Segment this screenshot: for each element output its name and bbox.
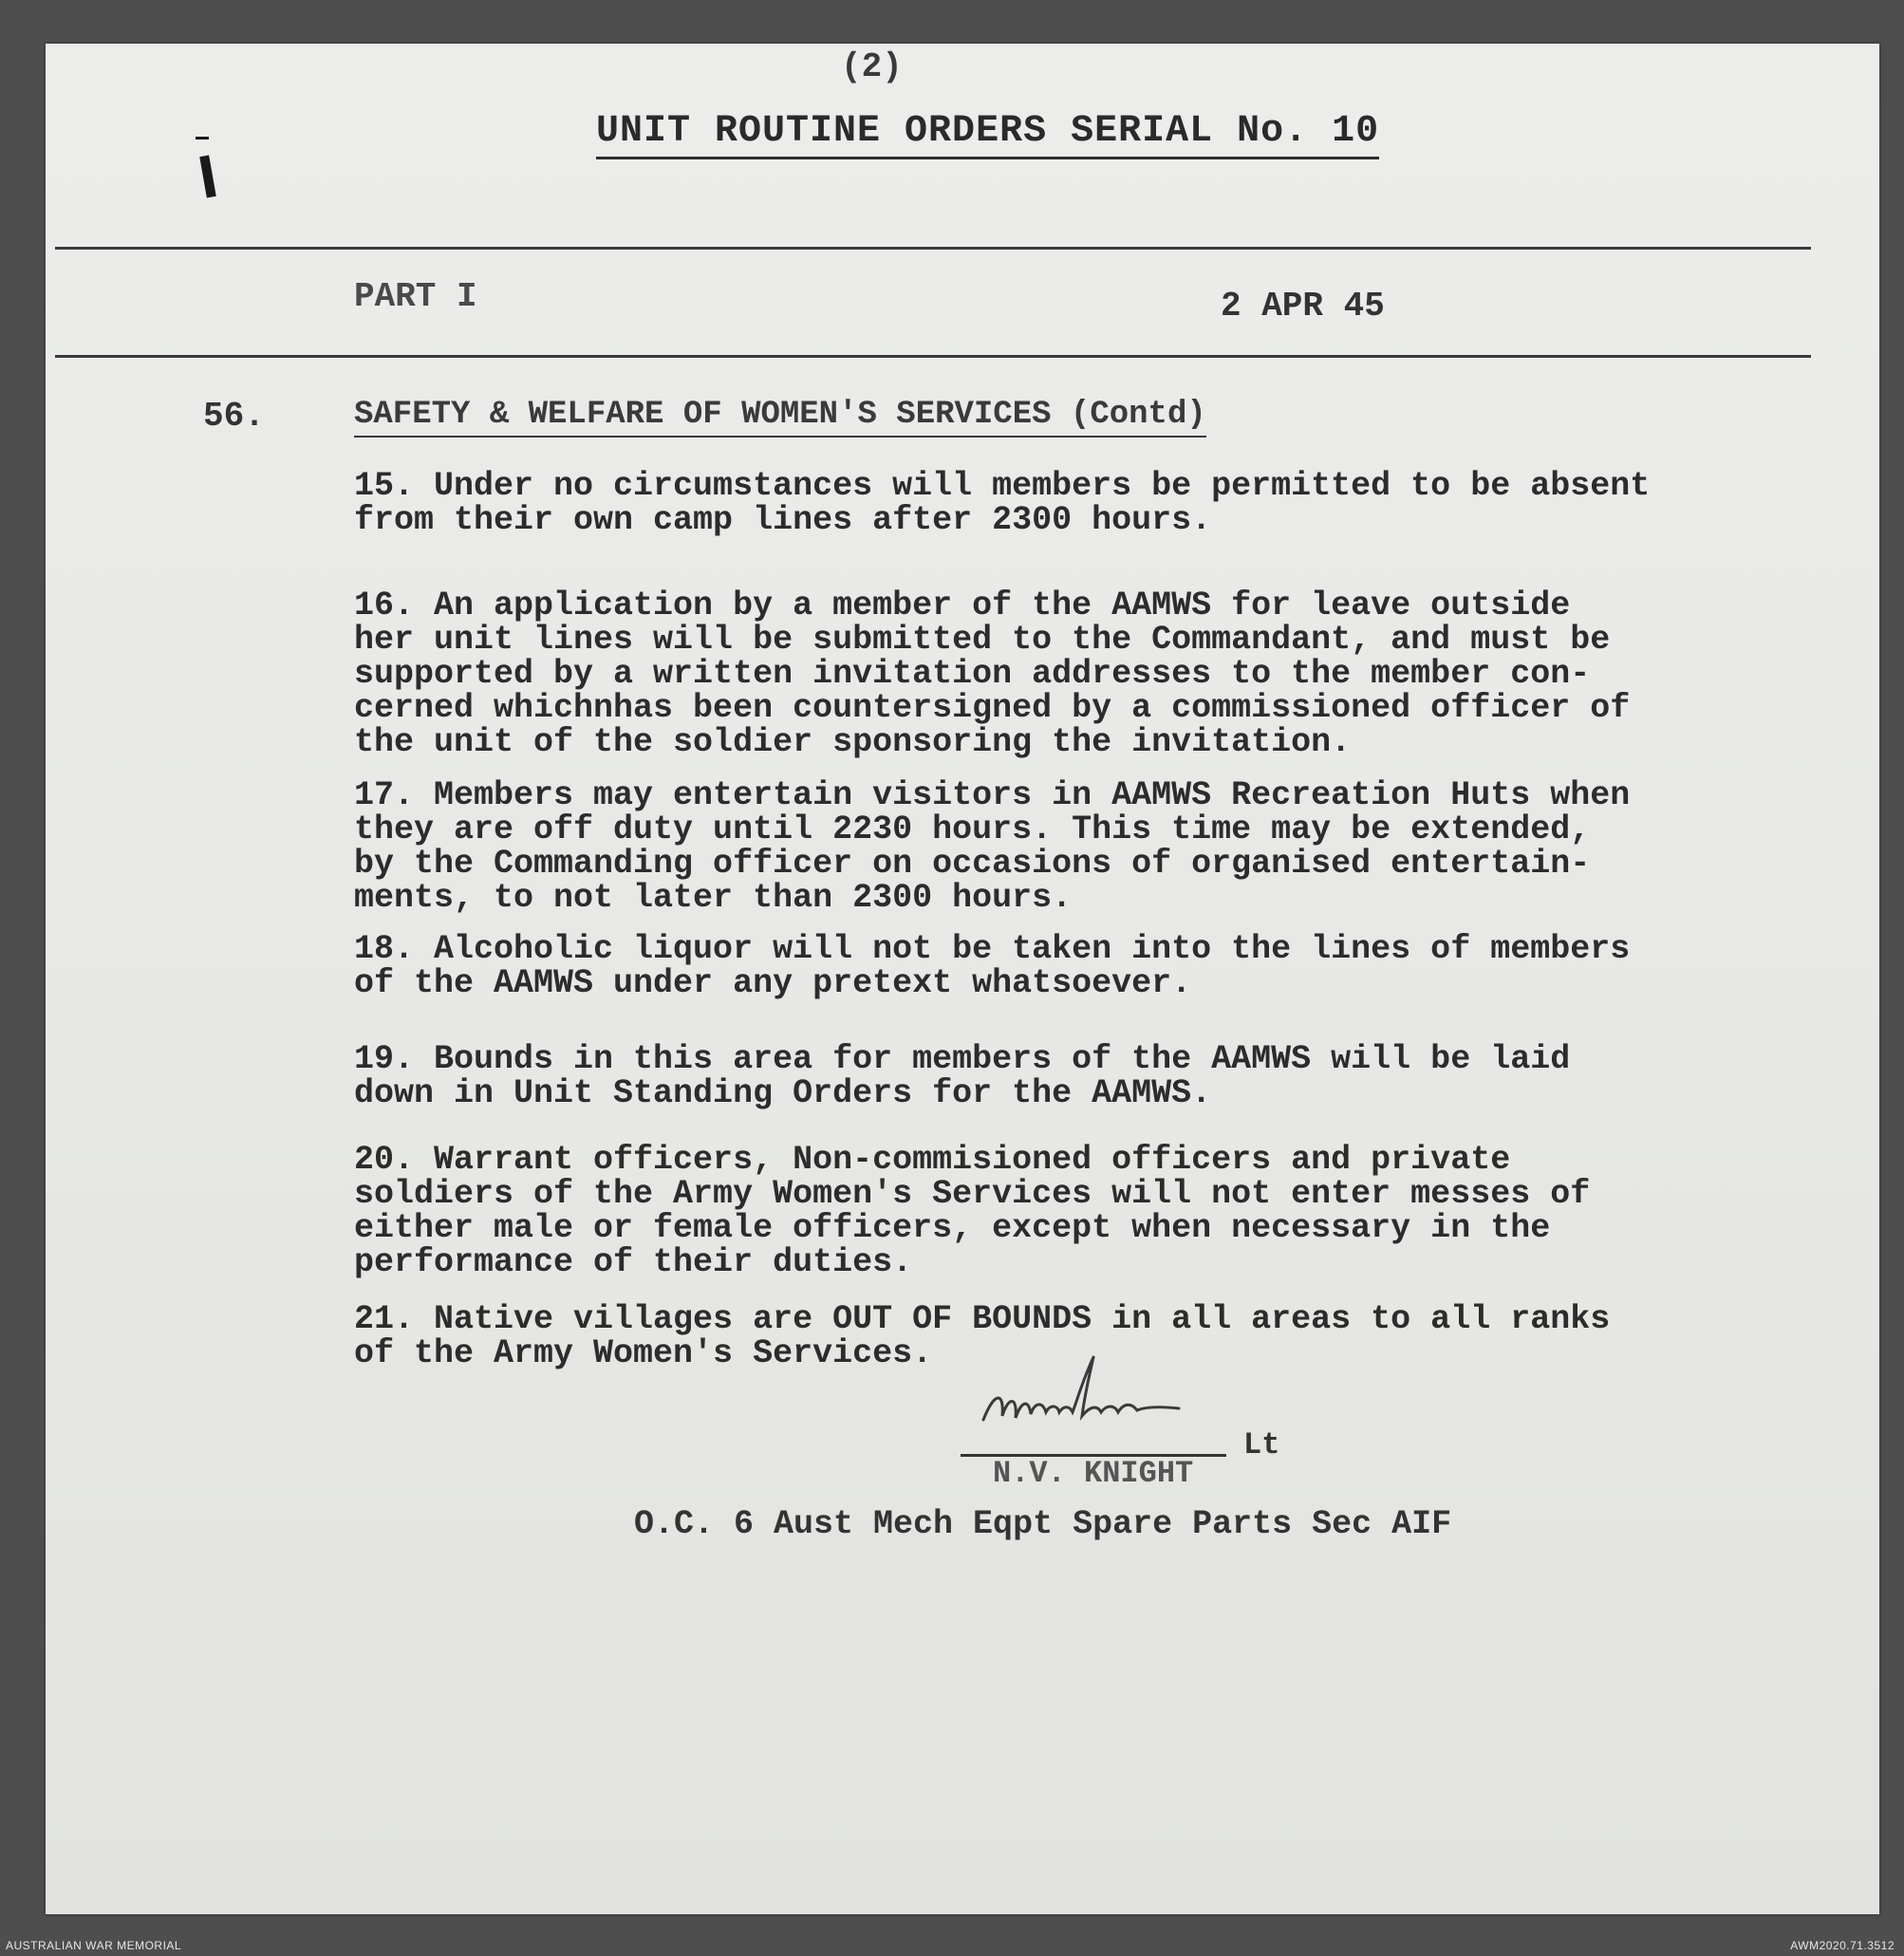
paper-mark: [199, 155, 215, 197]
handwritten-signature: [976, 1353, 1194, 1444]
paper-mark: [196, 137, 209, 140]
divider-bottom: [55, 355, 1811, 358]
document-title: UNIT ROUTINE ORDERS SERIAL No. 10: [596, 110, 1379, 159]
page-number: (2): [841, 47, 903, 86]
signatory-rank: Lt: [1243, 1427, 1280, 1462]
order-title: SAFETY & WELFARE OF WOMEN'S SERVICES (Contd): [354, 397, 1206, 438]
archive-reference: AWM2020.71.3512: [1790, 1939, 1895, 1952]
paragraph-16: 16. An application by a member of the AAMWS for leave outside her unit lines will be submitted to the Commandant, and must be supported by a written invitation addresses to the member con- cerned whichnhas been countersigned by a commissioned officer of the unit of the soldier sponsoring the invitation.: [354, 587, 1631, 761]
signatory-unit: O.C. 6 Aust Mech Eqpt Spare Parts Sec AIF: [634, 1505, 1452, 1543]
paragraph-17: 17. Members may entertain visitors in AAMWS Recreation Huts when they are off duty until 2230 hours. This time may be extended, by the Commanding officer on occasions of organised entertain- ments, to not later than 2300 hours.: [354, 776, 1631, 917]
part-label: PART I: [354, 277, 477, 316]
paragraph-19: 19. Bounds in this area for members of the AAMWS will be laid down in Unit Standing Orders for the AAMWS.: [354, 1040, 1571, 1112]
archive-credit: AUSTRALIAN WAR MEMORIAL: [6, 1939, 182, 1952]
divider-top: [55, 247, 1811, 250]
document-date: 2 APR 45: [1221, 287, 1385, 326]
order-number: 56.: [203, 397, 265, 436]
paragraph-18: 18. Alcoholic liquor will not be taken into the lines of members of the AAMWS under any pretext whatsoever.: [354, 930, 1631, 1002]
paragraph-21: 21. Native villages are OUT OF BOUNDS in all areas to all ranks of the Army Women's Services.: [354, 1300, 1611, 1372]
document-page: [46, 44, 1879, 1914]
paragraph-15: 15. Under no circumstances will members be permitted to be absent from their own camp lines after 2300 hours.: [354, 467, 1651, 539]
paragraph-20: 20. Warrant officers, Non-commisioned officers and private soldiers of the Army Women's Services will not enter messes of either male or female officers, except when necessary in the performance of their duties.: [354, 1141, 1591, 1281]
signatory-name: N.V. KNIGHT: [993, 1456, 1194, 1491]
